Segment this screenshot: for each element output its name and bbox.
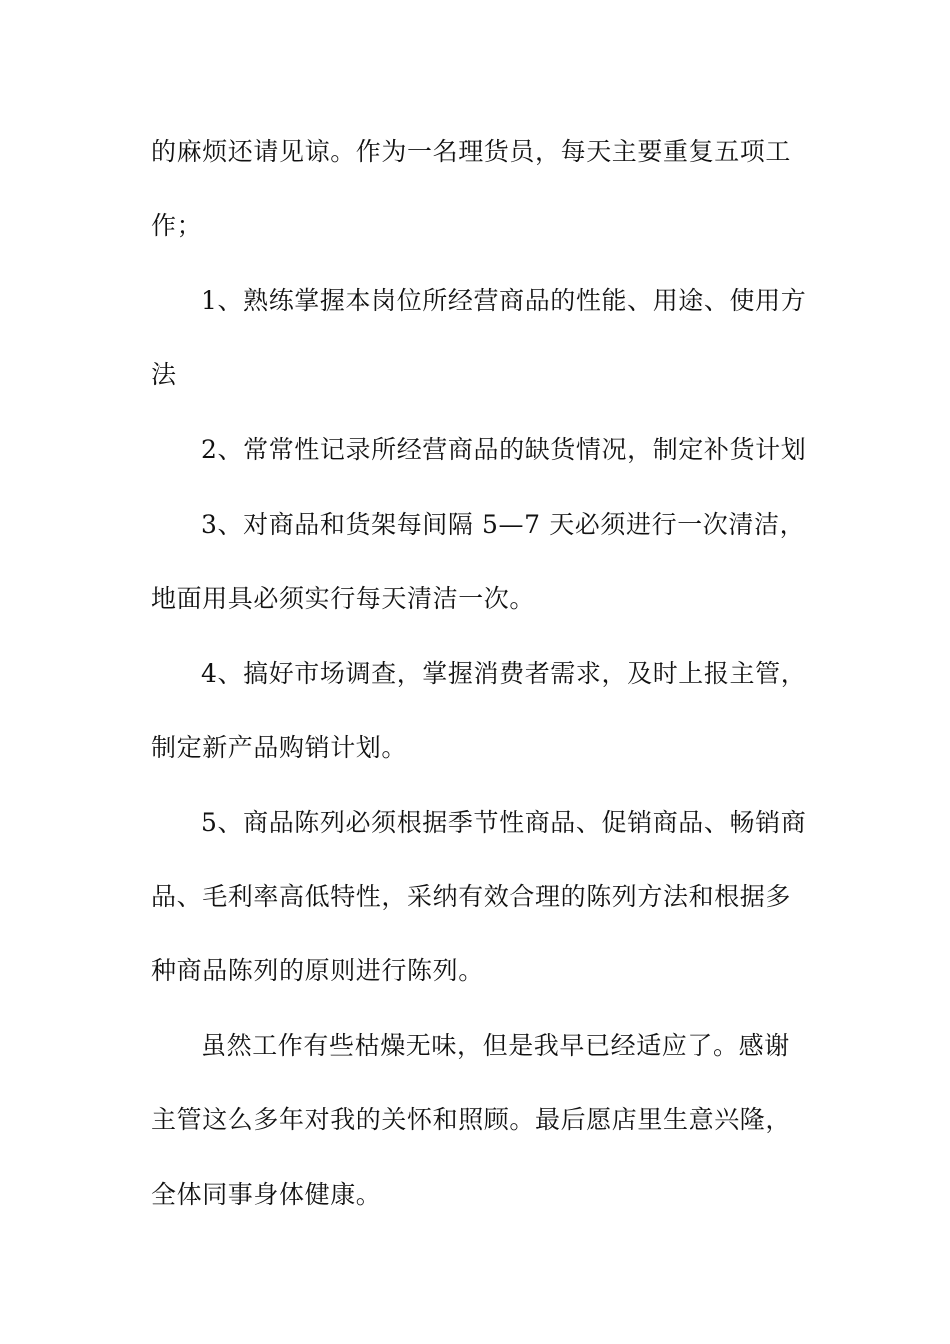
text-line-1: 的麻烦还请见谅。作为一名理货员，每天主要重复五项工 [151, 137, 792, 166]
closing-paragraph-line-3: 全体同事身体健康。 [151, 1180, 382, 1209]
list-item-1-line-2: 法 [151, 360, 177, 389]
list-item-2: 2、常常性记录所经营商品的缺货情况，制定补货计划 [201, 435, 807, 464]
list-item-1-line-1: 1、熟练掌握本岗位所经营商品的性能、用途、使用方 [201, 286, 807, 315]
list-item-3-line-1: 3、对商品和货架每间隔 5—7 天必须进行一次清洁， [201, 510, 806, 539]
list-item-4-line-1: 4、搞好市场调查，掌握消费者需求，及时上报主管， [201, 659, 807, 688]
closing-paragraph-line-1: 虽然工作有些枯燥无味，但是我早已经适应了。感谢 [201, 1031, 790, 1060]
list-item-3-line-2: 地面用具必须实行每天清洁一次。 [151, 584, 536, 613]
list-item-5-line-2: 品、毛利率高低特性，采纳有效合理的陈列方法和根据多 [151, 882, 792, 911]
list-item-5-line-3: 种商品陈列的原则进行陈列。 [151, 956, 484, 985]
closing-paragraph-line-2: 主管这么多年对我的关怀和照顾。最后愿店里生意兴隆， [151, 1105, 792, 1134]
list-item-4-line-2: 制定新产品购销计划。 [151, 733, 408, 762]
text-line-2: 作； [151, 211, 203, 240]
list-item-5-line-1: 5、商品陈列必须根据季节性商品、促销商品、畅销商 [201, 808, 807, 837]
